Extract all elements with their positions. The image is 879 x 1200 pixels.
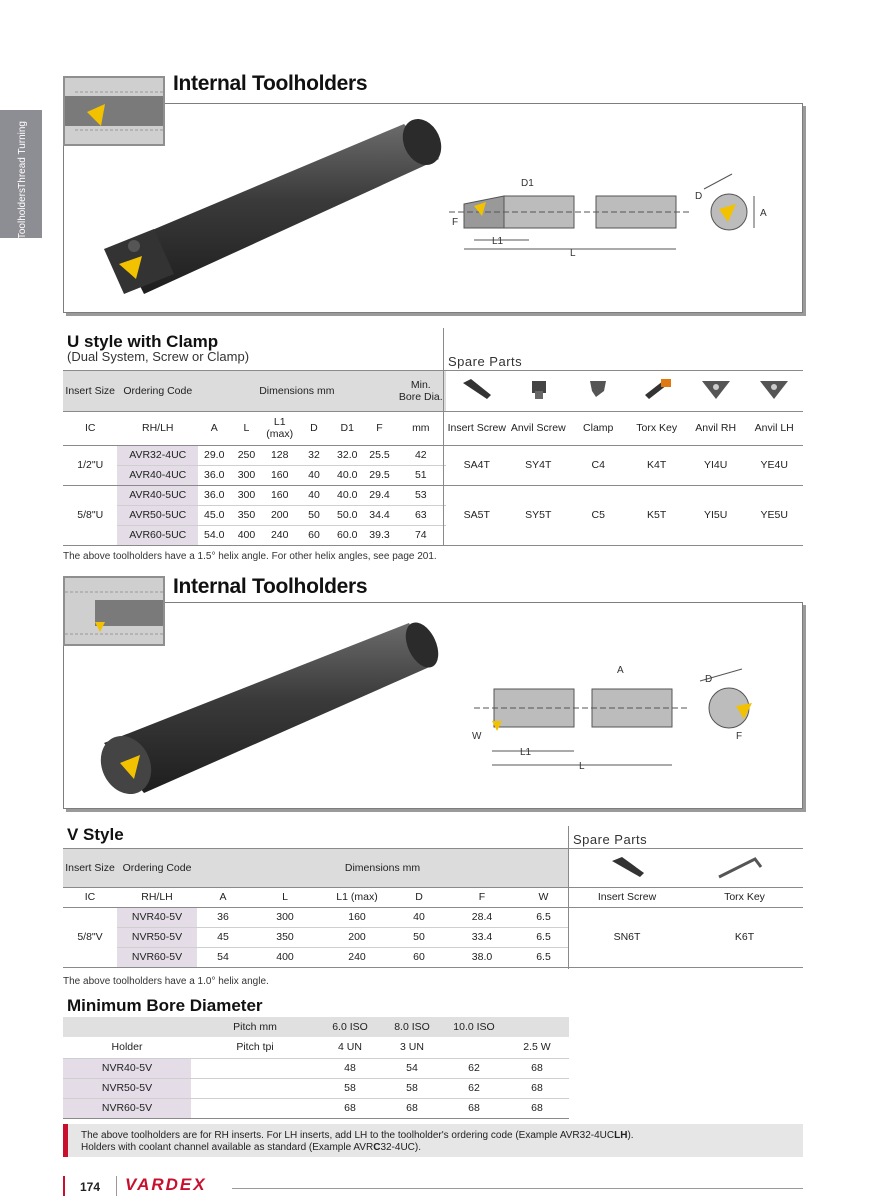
t3-holder: NVR50-5V	[63, 1078, 191, 1098]
t1-cell: 240	[263, 525, 297, 545]
side-tab-line2: Toolholders	[16, 188, 28, 240]
diagram1-l1: L1	[492, 236, 504, 247]
torx-key-image	[686, 849, 803, 887]
t2-spare: K6T	[686, 907, 803, 967]
t3-cell: 68	[505, 1098, 569, 1118]
t1-cell: 160	[263, 465, 297, 485]
t2-col-w: W	[519, 887, 568, 907]
t1-col-l1-line1: L1	[273, 416, 286, 428]
t1-col-l1	[263, 411, 297, 445]
t1-cell: 39.3	[363, 525, 395, 545]
t1-cell: 50	[297, 505, 331, 525]
t2-code: NVR60-5V	[117, 947, 197, 967]
side-tab-line1: Thread Turning	[16, 120, 28, 189]
footer-accent	[63, 1176, 65, 1196]
t3-cell: 54	[381, 1058, 443, 1078]
t1-cell: 51	[396, 465, 446, 485]
t1-cell: 40	[297, 465, 331, 485]
t3-pitch-mm-label: Pitch mm	[191, 1017, 319, 1037]
t3-cell: 48	[319, 1058, 381, 1078]
t1-spare-col: Clamp	[569, 411, 627, 445]
t2-spare: SN6T	[568, 907, 686, 967]
t1-col-f: F	[363, 411, 395, 445]
anvil-screw-image	[508, 371, 569, 411]
table-row	[63, 1098, 569, 1118]
section1-title: Internal Toolholders	[173, 72, 368, 95]
t3-cell: 68	[505, 1078, 569, 1098]
t1-cell: 36.0	[198, 485, 230, 505]
t1-spare: K4T	[627, 445, 685, 485]
t3-empty	[191, 1058, 319, 1078]
t3-pitch-mm: 6.0 ISO	[319, 1017, 381, 1037]
diagram1-f: F	[452, 217, 459, 228]
footnote-line1-pre: The above toolholders are for RH inserts. For LH inserts, add LH to the toolholder's ordering code (Example AVR32-4UC	[81, 1130, 615, 1141]
footnote-line2	[81, 1142, 421, 1153]
t1-spare-col: Torx Key	[627, 411, 685, 445]
page-number: 174	[80, 1180, 101, 1194]
t2-cell: 6.5	[519, 907, 568, 927]
t1-spare-col: Insert Screw	[446, 411, 507, 445]
t1-cell: 250	[230, 445, 262, 465]
t2-col-a: A	[197, 887, 249, 907]
t1-spare-col: Anvil RH	[686, 411, 745, 445]
t2-cell: 54	[197, 947, 249, 967]
footnote-accent-bar	[63, 1124, 68, 1157]
t2-col-l: L	[249, 887, 321, 907]
table2-spare-divider	[568, 849, 569, 969]
t2-ic: 5/8"V	[63, 907, 117, 967]
t1-hdr-ordering-code: Ordering Code	[117, 371, 198, 411]
t2-cell: 350	[249, 927, 321, 947]
anvil-rh-image	[686, 371, 745, 411]
diagram2-l: L	[579, 761, 585, 772]
t2-cell: 50	[393, 927, 445, 947]
t1-spare: YE5U	[745, 485, 803, 545]
table-row	[63, 1058, 569, 1078]
t1-cell: 300	[230, 465, 262, 485]
t1-cell: 63	[396, 505, 446, 525]
t1-spare: C5	[569, 485, 627, 545]
t1-cell: 74	[396, 525, 446, 545]
t2-cell: 160	[321, 907, 393, 927]
t1-hdr-min-bore-1: Min.	[410, 378, 431, 391]
t2-cell: 400	[249, 947, 321, 967]
table2-heading: V Style	[67, 825, 124, 844]
t1-cell: 160	[263, 485, 297, 505]
toolholder-photo-2	[64, 603, 804, 810]
t3-cell: 68	[443, 1098, 505, 1118]
t2-col-d: D	[393, 887, 445, 907]
t2-cell: 45	[197, 927, 249, 947]
t1-spare: SA5T	[446, 485, 507, 545]
diagram1-a: A	[760, 208, 767, 219]
t3-pitch-mm: 10.0 ISO	[443, 1017, 505, 1037]
t1-cell: 54.0	[198, 525, 230, 545]
diagram2-d: D	[705, 674, 713, 685]
toolholder-photo-1	[64, 104, 804, 314]
t1-spare-col: Anvil LH	[745, 411, 803, 445]
insert-screw-image	[446, 371, 507, 411]
side-tab[interactable]	[0, 110, 42, 238]
t2-col-l1: L1 (max)	[321, 887, 393, 907]
t1-spare: YE4U	[745, 445, 803, 485]
t1-cell: 40.0	[331, 465, 363, 485]
footnote-line2-bold: C	[373, 1142, 381, 1153]
t1-spare-col: Anvil Screw	[508, 411, 569, 445]
t1-cell: 128	[263, 445, 297, 465]
t2-col-ic: IC	[63, 887, 117, 907]
table-row	[63, 445, 803, 465]
table1-spare-divider	[443, 371, 444, 545]
table-row	[63, 1078, 569, 1098]
table3-heading: Minimum Bore Diameter	[67, 996, 263, 1015]
t1-cell: 60	[297, 525, 331, 545]
section2-title: Internal Toolholders	[173, 575, 368, 598]
t3-cell: 68	[505, 1058, 569, 1078]
table1-spare-title: Spare Parts	[448, 354, 523, 369]
table1-heading: U style with Clamp	[67, 332, 219, 351]
footer-rule	[232, 1188, 803, 1189]
t1-cell: 350	[230, 505, 262, 525]
t1-cell: 40	[297, 485, 331, 505]
t2-cell: 60	[393, 947, 445, 967]
t1-cell: 50.0	[331, 505, 363, 525]
t3-pitch-tpi: 4 UN	[319, 1037, 381, 1058]
t2-col-f: F	[445, 887, 519, 907]
t1-code: AVR50-5UC	[117, 505, 198, 525]
t1-ic: 1/2"U	[63, 445, 117, 485]
table2	[63, 849, 803, 968]
diagram1-d1: D1	[521, 178, 534, 189]
t2-cell: 240	[321, 947, 393, 967]
t2-code: NVR40-5V	[117, 907, 197, 927]
t3-empty	[191, 1098, 319, 1118]
t1-code: AVR40-5UC	[117, 485, 198, 505]
t2-hdr-insert-size: Insert Size	[63, 849, 117, 887]
brand-logo: VARDEX	[125, 1175, 207, 1194]
product-box-1	[63, 103, 803, 313]
torx-key-image	[627, 371, 685, 411]
t1-cell: 40.0	[331, 485, 363, 505]
t1-cell: 60.0	[331, 525, 363, 545]
table1-divider	[443, 328, 444, 370]
t2-spare-col: Insert Screw	[568, 887, 686, 907]
t1-code: AVR32-4UC	[117, 445, 198, 465]
t1-spare: K5T	[627, 485, 685, 545]
t2-spare-col: Torx Key	[686, 887, 803, 907]
table2-note: The above toolholders have a 1.0° helix angle.	[63, 976, 269, 987]
thumbnail-2	[63, 576, 165, 646]
t1-spare: YI5U	[686, 485, 745, 545]
t1-col-l1-line2: (max)	[266, 428, 294, 440]
t2-code: NVR50-5V	[117, 927, 197, 947]
t3-cell: 68	[381, 1098, 443, 1118]
footnote-line1-bold: LH	[614, 1130, 628, 1141]
t2-cell: 36	[197, 907, 249, 927]
t3-pitch-tpi: 3 UN	[381, 1037, 443, 1058]
t1-cell: 53	[396, 485, 446, 505]
t1-col-l: L	[230, 411, 262, 445]
t2-hdr-ordering-code: Ordering Code	[117, 849, 197, 887]
t1-code: AVR60-5UC	[117, 525, 198, 545]
footer-separator	[116, 1176, 117, 1196]
t1-cell: 45.0	[198, 505, 230, 525]
insert-screw-image	[568, 849, 686, 887]
t3-holder: NVR60-5V	[63, 1098, 191, 1118]
t3-cell: 62	[443, 1078, 505, 1098]
t3-holder-label: Holder	[63, 1037, 191, 1058]
clamp-image	[569, 371, 627, 411]
t3-holder: NVR40-5V	[63, 1058, 191, 1078]
t1-col-d: D	[297, 411, 331, 445]
t2-cell: 300	[249, 907, 321, 927]
diagram2-w: W	[472, 731, 482, 742]
t1-hdr-dimensions: Dimensions mm	[198, 371, 396, 411]
table3	[63, 1017, 569, 1119]
footnote-line1	[81, 1130, 634, 1141]
t1-hdr-insert-size: Insert Size	[63, 371, 117, 411]
t3-pitch-mm	[505, 1017, 569, 1037]
table2-spare-title: Spare Parts	[573, 832, 648, 847]
t2-cell: 200	[321, 927, 393, 947]
t1-cell: 300	[230, 485, 262, 505]
diagram2-a: A	[617, 665, 624, 676]
t2-cell: 33.4	[445, 927, 519, 947]
t1-cell: 29.5	[363, 465, 395, 485]
table1	[63, 371, 803, 546]
thread-icon-1	[65, 78, 163, 144]
t1-cell: 42	[396, 445, 446, 465]
t3-pitch-tpi: 2.5 W	[505, 1037, 569, 1058]
t2-cell: 40	[393, 907, 445, 927]
t3-cell: 68	[319, 1098, 381, 1118]
t1-spare: SY4T	[508, 445, 569, 485]
table1-note: The above toolholders have a 1.5° helix angle. For other helix angles, see page 201.	[63, 551, 437, 562]
table2-divider	[568, 826, 569, 848]
t1-cell: 36.0	[198, 465, 230, 485]
t1-spare: YI4U	[686, 445, 745, 485]
t1-col-rhlh: RH/LH	[117, 411, 198, 445]
table-row	[63, 907, 803, 927]
t2-col-rhlh: RH/LH	[117, 887, 197, 907]
table-row	[63, 485, 803, 505]
t1-col-a: A	[198, 411, 230, 445]
t2-cell: 28.4	[445, 907, 519, 927]
t1-cell: 200	[263, 505, 297, 525]
footnote-line1-post: ).	[627, 1130, 634, 1141]
t2-cell: 6.5	[519, 927, 568, 947]
diagram2-l1: L1	[520, 747, 532, 758]
t3-cell: 58	[319, 1078, 381, 1098]
t3-blank	[63, 1017, 191, 1037]
t1-col-d1: D1	[331, 411, 363, 445]
t1-code: AVR40-4UC	[117, 465, 198, 485]
t1-col-ic: IC	[63, 411, 117, 445]
t1-cell: 29.0	[198, 445, 230, 465]
diagram1-d: D	[695, 191, 703, 202]
footnote-line2-post: 32-4UC).	[380, 1142, 422, 1153]
diagram1-l: L	[570, 248, 576, 259]
t1-cell: 32.0	[331, 445, 363, 465]
footnote-box	[63, 1124, 803, 1157]
t1-ic: 5/8"U	[63, 485, 117, 545]
table1-subheading: (Dual System, Screw or Clamp)	[67, 349, 250, 364]
t1-hdr-min-bore-2: Bore Dia.	[398, 390, 443, 403]
t1-hdr-min-bore	[396, 371, 446, 411]
t2-hdr-dimensions: Dimensions mm	[197, 849, 568, 887]
t1-cell: 32	[297, 445, 331, 465]
anvil-lh-image	[745, 371, 803, 411]
t1-cell: 400	[230, 525, 262, 545]
t1-spare: C4	[569, 445, 627, 485]
t3-cell: 58	[381, 1078, 443, 1098]
t3-pitch-tpi	[443, 1037, 505, 1058]
t2-cell: 38.0	[445, 947, 519, 967]
t1-cell: 34.4	[363, 505, 395, 525]
t3-empty	[191, 1078, 319, 1098]
diagram2-f: F	[736, 731, 743, 742]
t1-spare: SY5T	[508, 485, 569, 545]
t2-cell: 6.5	[519, 947, 568, 967]
thumbnail-1	[63, 76, 165, 146]
product-box-2	[63, 602, 803, 809]
t1-cell: 25.5	[363, 445, 395, 465]
thread-icon-2	[65, 578, 163, 644]
t3-pitch-tpi-label: Pitch tpi	[191, 1037, 319, 1058]
t3-cell: 62	[443, 1058, 505, 1078]
t3-pitch-mm: 8.0 ISO	[381, 1017, 443, 1037]
t1-col-mm: mm	[396, 411, 446, 445]
t1-spare: SA4T	[446, 445, 507, 485]
footnote-line2-pre: Holders with coolant channel available as standard (Example AVR	[81, 1142, 374, 1153]
t1-cell: 29.4	[363, 485, 395, 505]
